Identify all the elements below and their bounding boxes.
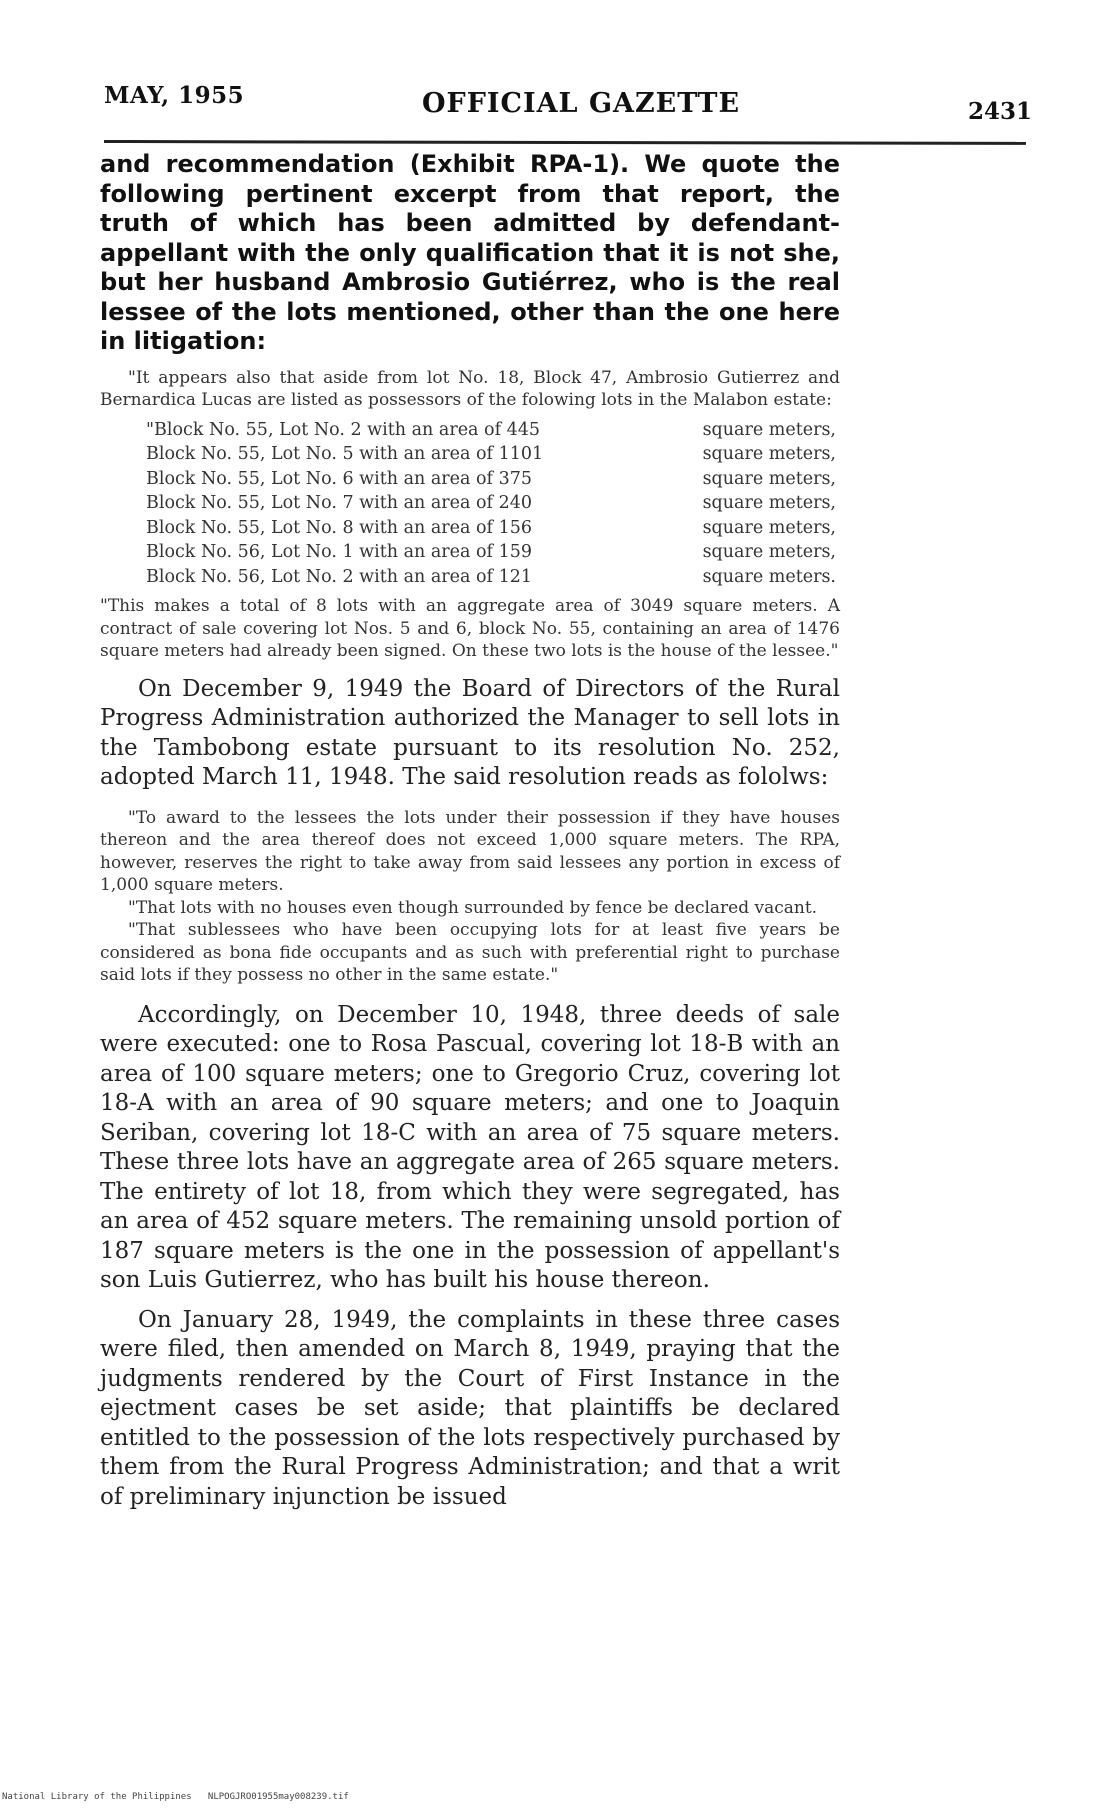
header-date: MAY, 1955	[104, 82, 245, 109]
quote2-award: "To award to the lessees the lots under their possession if they have houses thereon and the area thereof does not exceed 1,000 square meters. The RPA, however, reserves the right to take away from said lessees any portion in excess of 1,000 square meters.	[100, 807, 840, 895]
quote2-sublessees: "That sublessees who have been occupying lots for at least five years be considered as bona fide occupants and as such with preferential right to purchase said lots if they possess no other in the same estate."	[100, 920, 840, 985]
block-item	[146, 565, 836, 590]
block-item	[146, 491, 836, 516]
block-unit: square meters,	[702, 419, 836, 440]
quote1-close: "This makes a total of 8 lots with an aggregate area of 3049 square meters. A contract of sale covering lot Nos. 5 and 6, block No. 55, containing an area of 1476 square meters had already been signed. On these two lots is the house of the lessee."	[100, 596, 840, 661]
block-desc: Block No. 55, Lot No. 6 with an area of 375	[146, 468, 532, 489]
scan-footer	[2, 1792, 349, 1802]
block-unit: square meters,	[702, 468, 836, 489]
block-desc: Block No. 55, Lot No. 5 with an area of 1101	[146, 444, 544, 464]
footer-file: NLPOGJRO01955may008239.tif	[207, 1792, 349, 1802]
header-title: OFFICIAL GAZETTE	[422, 88, 741, 119]
block-item	[146, 540, 836, 565]
quote1-intro: "It appears also that aside from lot No. 18, Block 47, Ambrosio Gutierrez and Bernardica Lucas are listed as possessors of the folowing lots in the Malabon estate:	[100, 367, 840, 410]
block-item	[146, 516, 836, 541]
paragraph-deeds-of-sale: Accordingly, on December 10, 1948, three deeds of sale were executed: one to Rosa Pascual, covering lot 18-B with an area of 100 square meters; one to Gregorio Cruz, covering lot 18-A with an area of 90 square meters; and one to Joaquin Seriban, covering lot 18-C with an area of 75 square meters. These three lots have an aggregate area of 265 square meters. The entirety of lot 18, from which they were segregated, has an area of 452 square meters. The remaining unsold portion of 187 square meters is the one in the possession of appellant's son Luis Gutierrez, who has built his house thereon.	[100, 1001, 840, 1293]
block-desc: Block No. 56, Lot No. 1 with an area of 159	[146, 542, 532, 562]
lead-paragraph: and recommendation (Exhibit RPA-1). We quote the following pertinent excerpt from that report, the truth of which has been admitted by defendant-appellant with the only qualification that it is not she, but her husband Ambrosio Gutiérrez, who is the real lessee of the lots mentioned, other than the one here in litigation:	[100, 150, 840, 355]
block-item	[146, 442, 836, 467]
block-unit: square meters.	[702, 566, 836, 587]
page-number: 2431	[968, 98, 1033, 125]
block-desc: Block No. 56, Lot No. 2 with an area of 121	[146, 566, 532, 587]
header-rule	[104, 140, 1026, 145]
block-unit: square meters,	[702, 444, 836, 464]
paragraph-board-resolution: On December 9, 1949 the Board of Directors of the Rural Progress Administration authorized the Manager to sell lots in the Tambobong estate pursuant to its resolution No. 252, adopted March 11, 1948. The said resolution reads as fololws:	[100, 675, 840, 790]
block-unit: square meters,	[702, 493, 836, 513]
paragraph-complaints: On January 28, 1949, the complaints in these three cases were filed, then amended on March 8, 1949, praying that the judgments rendered by the Court of First Instance in the ejectment cases be set aside; that plaintiffs be declared entitled to the possession of the lots respectively purchased by them from the Rural Progress Administration; and that a writ of preliminary injunction be issued	[100, 1306, 840, 1510]
block-unit: square meters,	[702, 517, 836, 538]
block-list	[100, 418, 840, 590]
block-item	[146, 418, 836, 443]
block-desc: Block No. 55, Lot No. 7 with an area of 240	[146, 493, 532, 513]
quote2-vacant: "That lots with no houses even though surrounded by fence be declared vacant.	[128, 897, 818, 918]
block-item	[146, 467, 836, 492]
footer-source: National Library of the Philippines	[2, 1792, 192, 1802]
main-column	[100, 150, 840, 1512]
block-desc: "Block No. 55, Lot No. 2 with an area of 445	[146, 419, 541, 440]
block-unit: square meters,	[702, 542, 836, 562]
block-desc: Block No. 55, Lot No. 8 with an area of 156	[146, 517, 532, 538]
